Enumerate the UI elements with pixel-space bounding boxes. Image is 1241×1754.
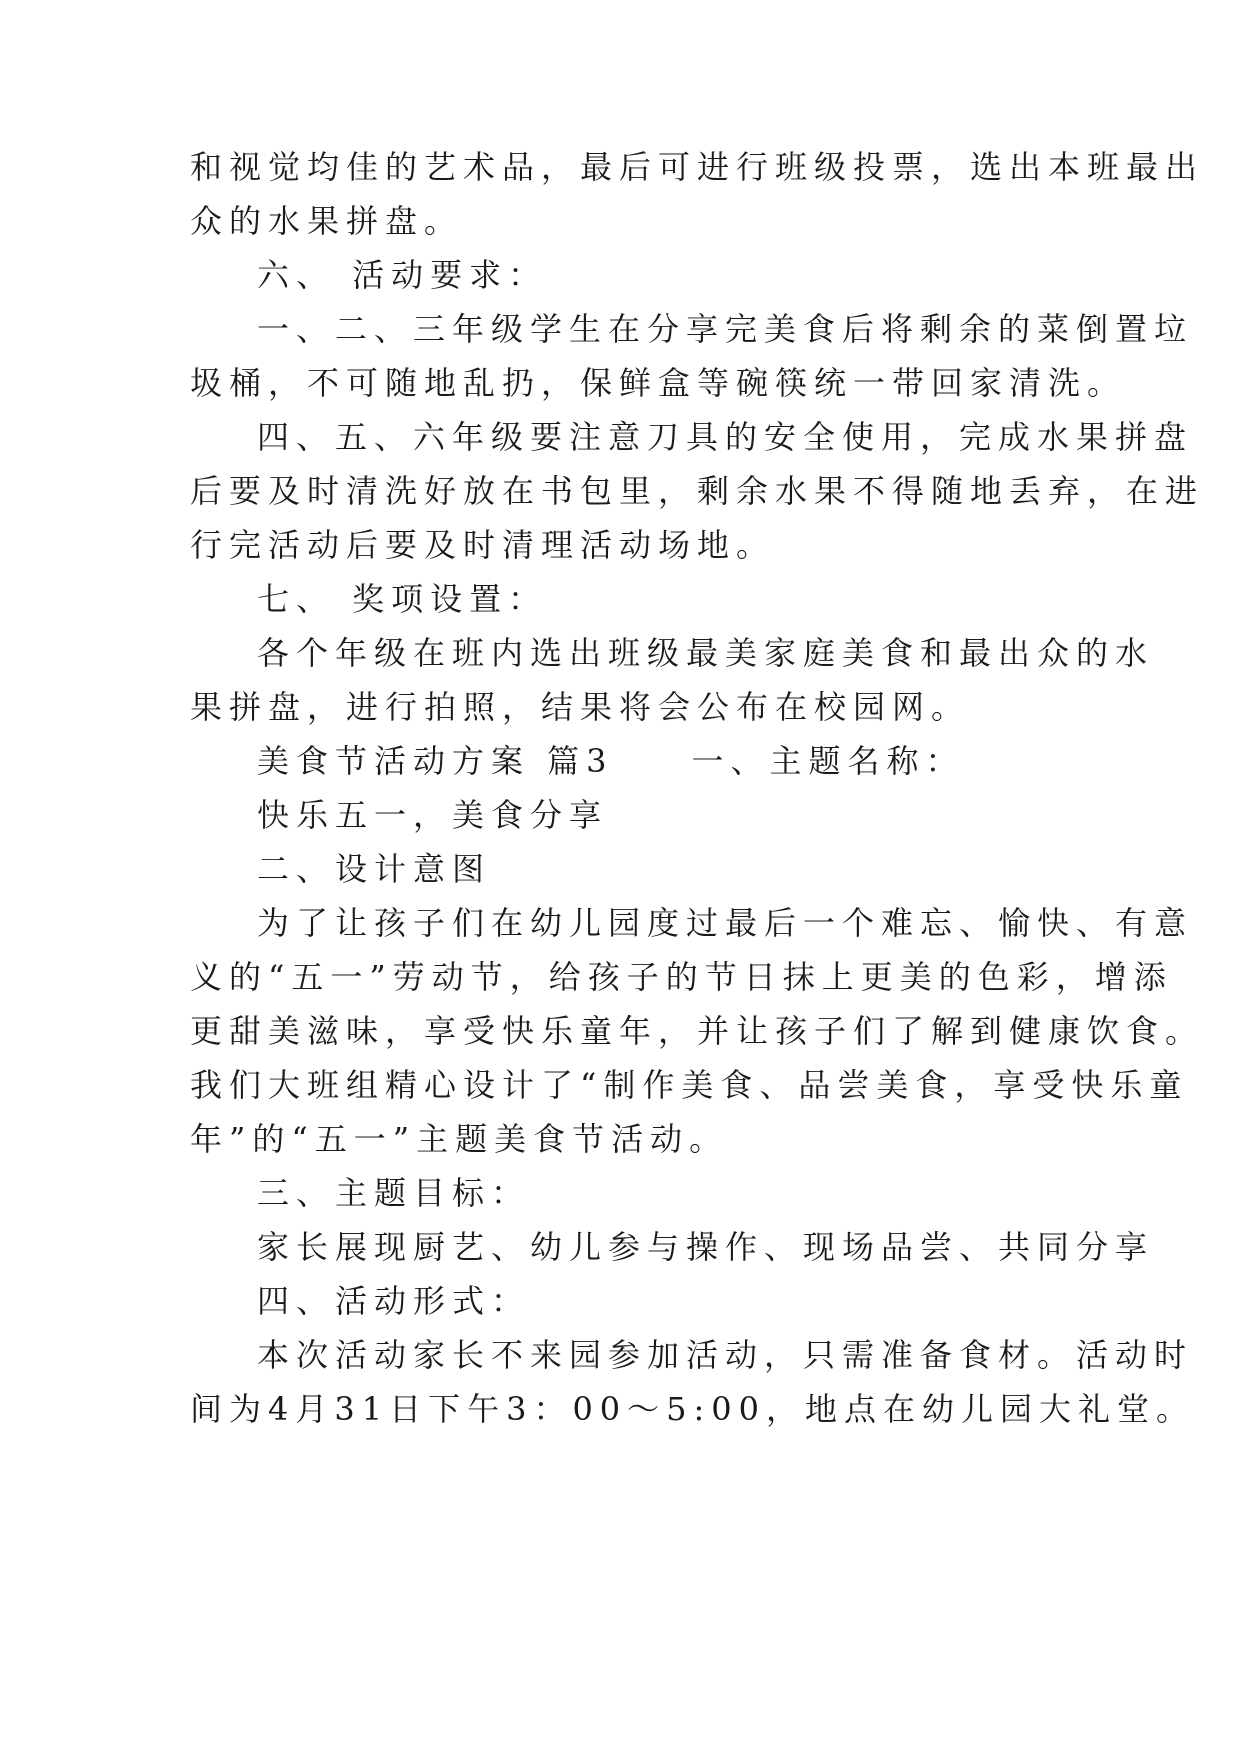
paragraph-line: 年”的“五一”主题美食节活动。 — [190, 1120, 729, 1158]
section-heading: 二、设计意图 — [257, 850, 492, 888]
paragraph-line: 行完活动后要及时清理活动场地。 — [190, 526, 776, 564]
paragraph-line: 众的水果拼盘。 — [190, 202, 464, 240]
paragraph-line: 一、二、三年级学生在分享完美食后将剩余的菜倒置垃 — [257, 310, 1194, 348]
paragraph-line: 快乐五一，美食分享 — [257, 796, 609, 834]
paragraph-line: 间为4月31日下午3：00～5:00，地点在幼儿园大礼堂。 — [190, 1390, 1196, 1428]
paragraph-line: 和视觉均佳的艺术品，最后可进行班级投票，选出本班最出 — [190, 148, 1205, 186]
section-heading: 四、活动形式： — [257, 1282, 531, 1320]
paragraph-line: 我们大班组精心设计了“制作美食、品尝美食，享受快乐童 — [190, 1066, 1189, 1104]
section-heading: 六、 活动要求： — [257, 256, 548, 294]
paragraph-line: 果拼盘，进行拍照，结果将会公布在校园网。 — [190, 688, 971, 726]
paragraph-line: 为了让孩子们在幼儿园度过最后一个难忘、愉快、有意 — [257, 904, 1194, 942]
paragraph-line: 更甜美滋味，享受快乐童年，并让孩子们了解到健康饮食。 — [190, 1012, 1205, 1050]
paragraph-line: 圾桶，不可随地乱扔，保鲜盒等碗筷统一带回家清洗。 — [190, 364, 1127, 402]
paragraph-line: 家长展现厨艺、幼儿参与操作、现场品尝、共同分享 — [257, 1228, 1155, 1266]
paragraph-line: 义的“五一”劳动节，给孩子的节日抹上更美的色彩，增添 — [190, 958, 1173, 996]
article-heading: 美食节活动方案 篇3 一、主题名称： — [257, 742, 965, 780]
paragraph-line: 各个年级在班内选出班级最美家庭美食和最出众的水 — [257, 634, 1155, 672]
section-heading: 三、主题目标： — [257, 1174, 531, 1212]
paragraph-line: 本次活动家长不来园参加活动，只需准备食材。活动时 — [257, 1336, 1194, 1374]
paragraph-line: 四、五、六年级要注意刀具的安全使用，完成水果拼盘 — [257, 418, 1194, 456]
paragraph-line: 后要及时清洗好放在书包里，剩余水果不得随地丢弃，在进 — [190, 472, 1205, 510]
section-heading: 七、 奖项设置： — [257, 580, 548, 618]
